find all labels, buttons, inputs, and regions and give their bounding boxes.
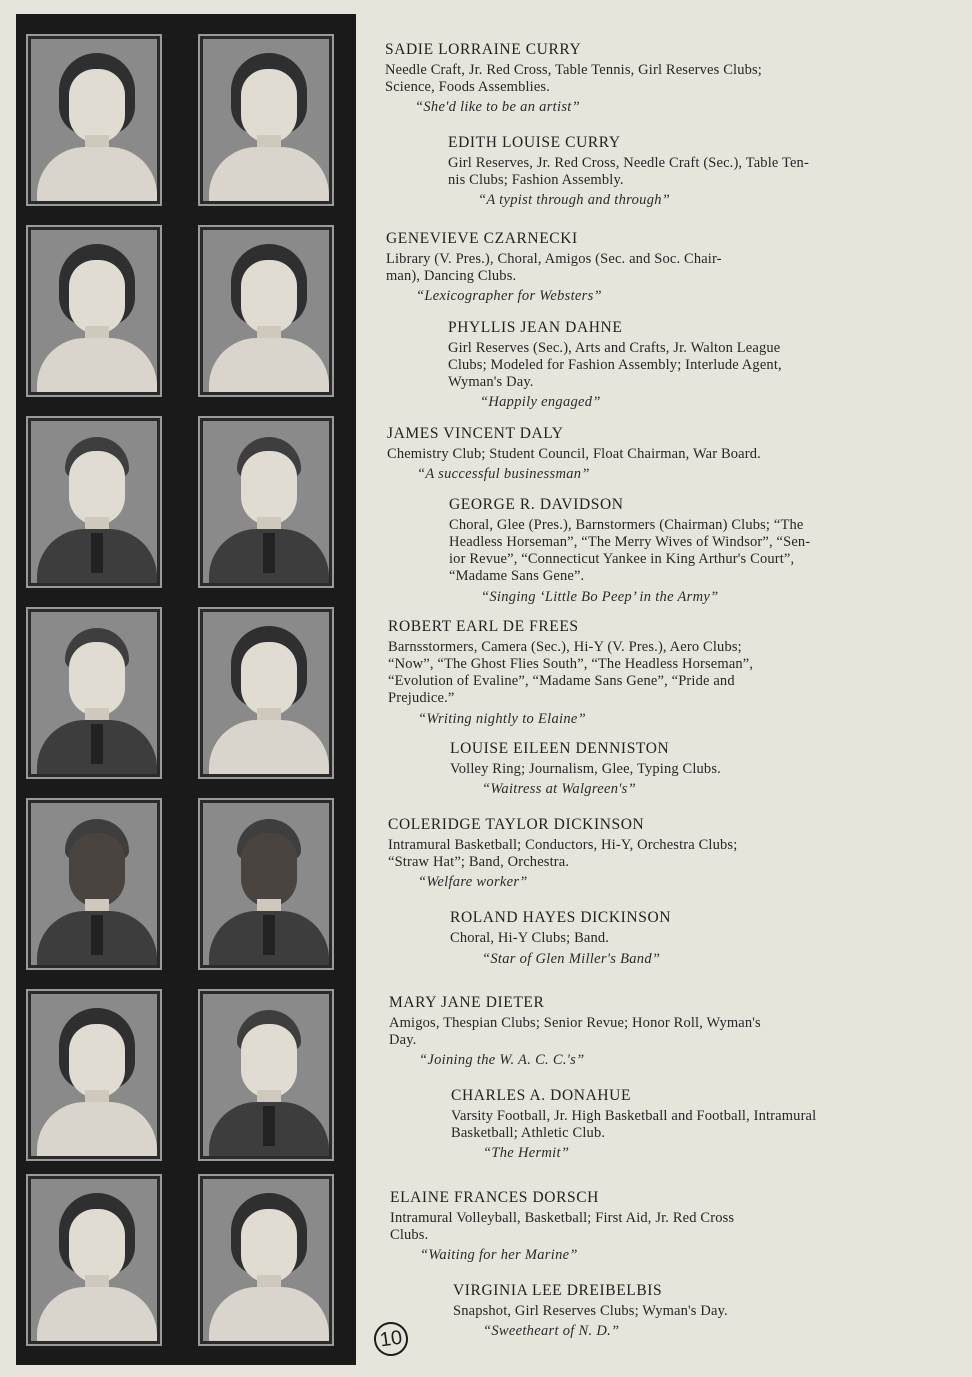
senior-entry xyxy=(449,496,935,606)
senior-activities xyxy=(385,62,870,96)
activity-line: “Now”, “The Ghost Flies South”, “The Headless Horseman”, xyxy=(388,656,754,672)
senior-name: VIRGINIA LEE DREIBELBIS xyxy=(453,1282,663,1299)
page-number: 10 xyxy=(372,1320,410,1358)
portrait-elaine-dorsch xyxy=(28,1176,160,1344)
senior-entry xyxy=(389,994,877,1069)
portrait-mary-dieter xyxy=(28,991,160,1159)
senior-activities xyxy=(450,930,936,947)
activity-line: Volley Ring; Journalism, Glee, Typing Clubs. xyxy=(450,761,721,777)
portrait-james-daly xyxy=(28,418,160,586)
activity-line: Barnsstormers, Camera (Sec.), Hi-Y (V. Pres.), Aero Clubs; xyxy=(388,639,742,655)
activity-line: nis Clubs; Fashion Assembly. xyxy=(448,172,624,188)
senior-quote: “Lexicographer for Websters” xyxy=(416,288,602,304)
senior-quote: “Singing ‘Little Bo Peep’ in the Army” xyxy=(481,589,719,605)
photo-strip xyxy=(16,14,356,1365)
senior-quote: “Waiting for her Marine” xyxy=(420,1247,578,1263)
senior-entry xyxy=(385,41,870,116)
senior-quote: “Joining the W. A. C. C.'s” xyxy=(419,1052,585,1068)
portrait-george-davidson xyxy=(200,418,332,586)
senior-name: COLERIDGE TAYLOR DICKINSON xyxy=(388,816,645,833)
activity-line: Science, Foods Assemblies. xyxy=(385,79,550,95)
senior-activities xyxy=(448,155,934,189)
senior-name: JAMES VINCENT DALY xyxy=(387,425,564,442)
activity-line: man), Dancing Clubs. xyxy=(386,268,517,284)
senior-name: SADIE LORRAINE CURRY xyxy=(385,41,582,58)
activity-line: Wyman's Day. xyxy=(448,374,534,390)
portrait-charles-donahue xyxy=(200,991,332,1159)
portrait-virginia-dreibelbis xyxy=(200,1176,332,1344)
senior-entry xyxy=(450,909,936,968)
senior-name: GEORGE R. DAVIDSON xyxy=(449,496,624,513)
activity-line: Chemistry Club; Student Council, Float Chairman, War Board. xyxy=(387,446,761,462)
activity-line: Intramural Basketball; Conductors, Hi-Y, Orchestra Clubs; xyxy=(388,837,738,853)
activity-line: Girl Reserves (Sec.), Arts and Crafts, Jr. Walton League xyxy=(448,340,781,356)
portrait-genevieve-czarnecki xyxy=(28,227,160,395)
senior-quote: “Welfare worker” xyxy=(418,874,528,890)
senior-name: CHARLES A. DONAHUE xyxy=(451,1087,632,1104)
activity-line: Choral, Glee (Pres.), Barnstormers (Chairman) Clubs; “The xyxy=(449,517,804,533)
senior-name: PHYLLIS JEAN DAHNE xyxy=(448,319,623,336)
senior-activities xyxy=(388,639,874,707)
senior-activities xyxy=(387,446,873,463)
senior-name: LOUISE EILEEN DENNISTON xyxy=(450,740,670,757)
senior-entry xyxy=(387,425,873,483)
senior-name: ELAINE FRANCES DORSCH xyxy=(390,1189,599,1206)
senior-quote: “Happily engaged” xyxy=(480,394,601,410)
portrait-phyllis-dahne xyxy=(200,227,332,395)
senior-name: ROBERT EARL DE FREES xyxy=(388,618,579,635)
activity-line: Amigos, Thespian Clubs; Senior Revue; Honor Roll, Wyman's xyxy=(389,1015,761,1031)
senior-quote: “The Hermit” xyxy=(483,1145,570,1161)
activity-line: Clubs; Modeled for Fashion Assembly; Interlude Agent, xyxy=(448,357,782,373)
senior-entry xyxy=(451,1087,937,1162)
activity-line: Library (V. Pres.), Choral, Amigos (Sec. and Soc. Chair- xyxy=(386,251,722,267)
senior-activities xyxy=(386,251,872,285)
senior-quote: “Writing nightly to Elaine” xyxy=(418,711,587,727)
senior-activities xyxy=(389,1015,877,1049)
senior-activities xyxy=(450,761,936,778)
portrait-sadie-curry xyxy=(28,36,160,204)
senior-quote: “A typist through and through” xyxy=(478,192,671,208)
activity-line: Needle Craft, Jr. Red Cross, Table Tennis, Girl Reserves Clubs; xyxy=(385,62,762,78)
activity-line: “Madame Sans Gene”. xyxy=(449,568,585,584)
senior-quote: “Waitress at Walgreen's” xyxy=(482,781,636,797)
activity-line: Prejudice.” xyxy=(388,690,455,706)
senior-quote: “She'd like to be an artist” xyxy=(415,99,580,115)
activity-line: ior Revue”, “Connecticut Yankee in King Arthur's Court”, xyxy=(449,551,795,567)
senior-entry xyxy=(450,740,936,798)
senior-activities xyxy=(449,517,935,585)
activity-line: “Straw Hat”; Band, Orchestra. xyxy=(388,854,570,870)
senior-activities xyxy=(390,1210,876,1244)
senior-activities xyxy=(453,1303,939,1320)
senior-entry xyxy=(388,816,874,891)
portrait-robert-de-frees xyxy=(28,609,160,777)
activity-line: Choral, Hi-Y Clubs; Band. xyxy=(450,930,610,946)
senior-entry xyxy=(448,319,934,411)
activity-line: Clubs. xyxy=(390,1227,429,1243)
portrait-edith-curry xyxy=(200,36,332,204)
activity-line: Intramural Volleyball, Basketball; First Aid, Jr. Red Cross xyxy=(390,1210,735,1226)
senior-entry xyxy=(390,1189,876,1264)
senior-name: GENEVIEVE CZARNECKI xyxy=(386,230,578,247)
activity-line: Basketball; Athletic Club. xyxy=(451,1125,606,1141)
activity-line: Headless Horseman”, “The Merry Wives of Windsor”, “Sen- xyxy=(449,534,811,550)
activity-line: Girl Reserves, Jr. Red Cross, Needle Craft (Sec.), Table Ten- xyxy=(448,155,809,171)
activity-line: Snapshot, Girl Reserves Clubs; Wyman's Day. xyxy=(453,1303,728,1319)
senior-name: MARY JANE DIETER xyxy=(389,994,545,1011)
activity-line: Varsity Football, Jr. High Basketball and Football, Intramural xyxy=(451,1108,817,1124)
senior-entry xyxy=(453,1282,939,1340)
activity-line: Day. xyxy=(389,1032,417,1048)
senior-quote: “Sweetheart of N. D.” xyxy=(483,1323,620,1339)
senior-activities xyxy=(448,340,934,391)
activity-line: “Evolution of Evaline”, “Madame Sans Gene”, “Pride and xyxy=(388,673,735,689)
senior-activities xyxy=(451,1108,937,1142)
senior-activities xyxy=(388,837,874,871)
senior-entry xyxy=(448,134,934,209)
senior-entry xyxy=(388,618,874,728)
senior-name: EDITH LOUISE CURRY xyxy=(448,134,621,151)
senior-quote: “Star of Glen Miller's Band” xyxy=(482,951,661,967)
senior-name: ROLAND HAYES DICKINSON xyxy=(450,909,672,926)
senior-quote: “A successful businessman” xyxy=(417,466,590,482)
portrait-coleridge-dickinson xyxy=(28,800,160,968)
portrait-louise-denniston xyxy=(200,609,332,777)
senior-entry xyxy=(386,230,872,305)
portrait-roland-dickinson xyxy=(200,800,332,968)
